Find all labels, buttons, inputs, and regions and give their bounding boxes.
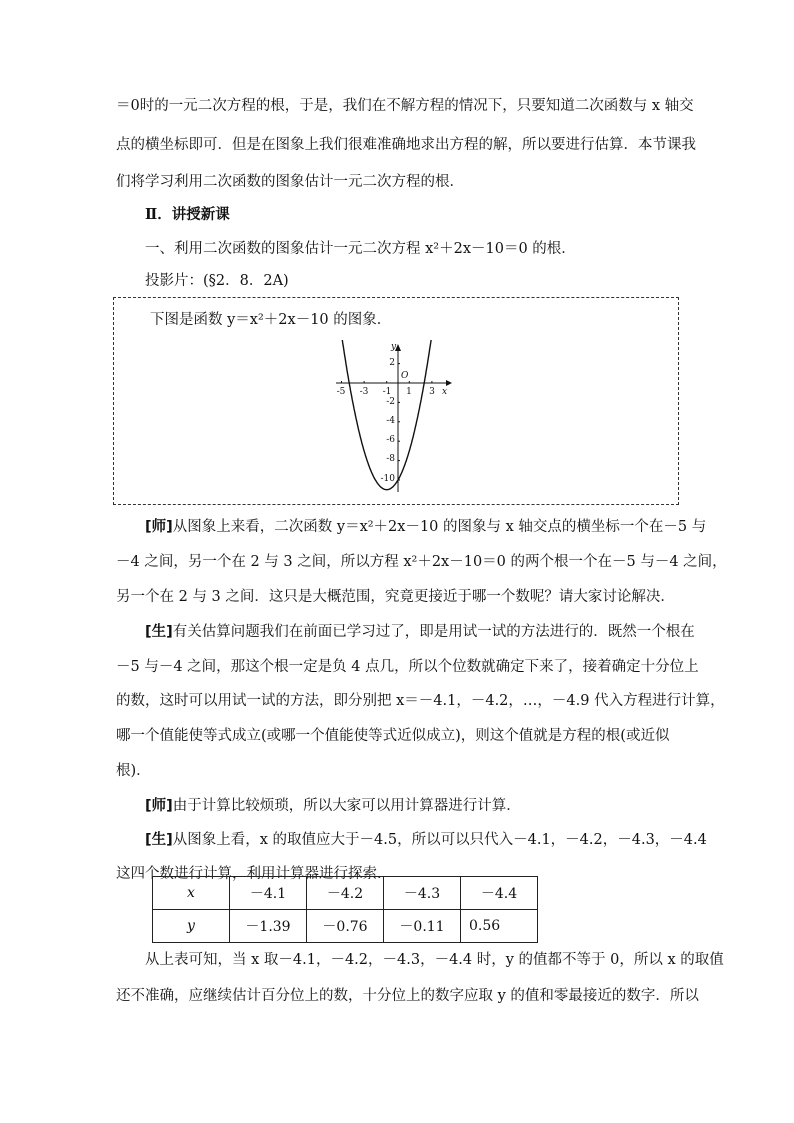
y-tick-label: -8: [386, 454, 395, 464]
x-tick-label: -5: [336, 387, 346, 397]
para3-line-1: [师]由于计算比较烦琐，所以大家可以用计算器进行计算．: [145, 798, 521, 814]
table-cell: －4.3: [384, 877, 461, 910]
student-tag: [生]: [145, 624, 173, 640]
para2-line-4: 哪一个值能使等式成立(或哪一个值能使等式近似成立)，则这个值就是方程的根(或近似: [116, 728, 670, 744]
para1-line-1: [师]从图象上来看，二次函数 y＝x²＋2x－10 的图象与 x 轴交点的横坐标一个在－5 与: [145, 519, 707, 535]
para4-line-1: [生]从图象上看，x 的取值应大于－4.5，所以可以只代入－4.1，－4.2，－4.3，－4.4: [145, 832, 707, 848]
intro-line-1: ＝0时的一元二次方程的根，于是，我们在不解方程的情况下，只要知道二次函数与 x 轴交: [116, 98, 694, 114]
teacher-tag: [师]: [145, 798, 173, 814]
table-cell: x: [153, 877, 230, 910]
section-heading: Ⅱ．讲授新课: [145, 206, 230, 223]
table-cell: －1.39: [230, 910, 307, 943]
para1-line-2: －4 之间，另一个在 2 与 3 之间，所以方程 x²＋2x－10＝0 的两个根一个在－5 与－4 之间，: [116, 554, 727, 570]
para1-line-3: 另一个在 2 与 3 之间．这只是大概范围，究竟更接近于哪一个数呢？请大家讨论解决．: [116, 589, 675, 605]
y-tick-label: -2: [386, 397, 395, 407]
para2-line-1: [生]有关估算问题我们在前面已学习过了，即是用试一试的方法进行的．既然一个根在: [145, 624, 695, 640]
table-row: [153, 877, 538, 910]
y-tick-label: -4: [386, 416, 395, 426]
y-axis-label: y: [391, 342, 397, 352]
teacher-tag: [师]: [145, 519, 173, 535]
y-tick-label: -10: [380, 474, 395, 484]
table-cell: 0.56: [461, 910, 538, 943]
table-cell: －4.2: [307, 877, 384, 910]
x-tick-label: -1: [382, 387, 392, 397]
y-tick-label: 2: [389, 358, 395, 368]
intro-line-2: 点的横坐标即可．但是在图象上我们很难准确地求出方程的解，所以要进行估算．本节课我: [116, 137, 696, 153]
section-subheading: 一、利用二次函数的图象估计一元二次方程 x²＋2x－10＝0 的根．: [145, 241, 576, 257]
parabola-graph: [334, 340, 454, 500]
para5-line-2: 还不准确，应继续估计百分位上的数，十分位上的数字应取 y 的值和零最接近的数字．所以: [116, 988, 699, 1004]
values-table: [152, 876, 538, 943]
y-axis: [395, 344, 401, 492]
table-row: [153, 910, 538, 943]
table-cell: －4.1: [230, 877, 307, 910]
parabola-curve: [334, 340, 440, 490]
figure-caption: 下图是函数 y＝x²＋2x－10 的图象．: [150, 312, 392, 328]
origin-label: O: [401, 371, 409, 381]
figure-box: [113, 297, 679, 505]
table-cell: y: [153, 910, 230, 943]
x-tick-label: 3: [429, 387, 435, 397]
y-tick-label: -6: [386, 435, 395, 445]
para2-line-3: 的数，这时可以用试一试的方法，即分别把 x＝－4.1，－4.2，…，－4.9 代入方程进行计算，: [116, 693, 725, 709]
x-tick-label: 1: [406, 387, 412, 397]
table-cell: －4.4: [461, 877, 538, 910]
projector-label: 投影片：(§2．8．2A): [145, 273, 289, 289]
x-axis: [336, 380, 452, 386]
para2-line-5: 根)．: [116, 763, 151, 779]
para5-line-1: 从上表可知，当 x 取－4.1，－4.2，－4.3，－4.4 时，y 的值都不等于 0，所以 x 的取值: [145, 952, 724, 968]
x-tick-label: -3: [359, 387, 369, 397]
intro-line-3: 们将学习利用二次函数的图象估计一元二次方程的根．: [116, 174, 464, 190]
para2-line-2: －5 与－4 之间，那这个根一定是负 4 点几，所以个位数就确定下来了，接着确定十分位上: [116, 659, 699, 675]
table-cell: －0.11: [384, 910, 461, 943]
student-tag: [生]: [145, 832, 173, 848]
table-cell: －0.76: [307, 910, 384, 943]
x-axis-label: x: [442, 387, 448, 397]
para4-line-2: 这四个数进行计算，利用计算器进行探索．: [116, 866, 392, 882]
